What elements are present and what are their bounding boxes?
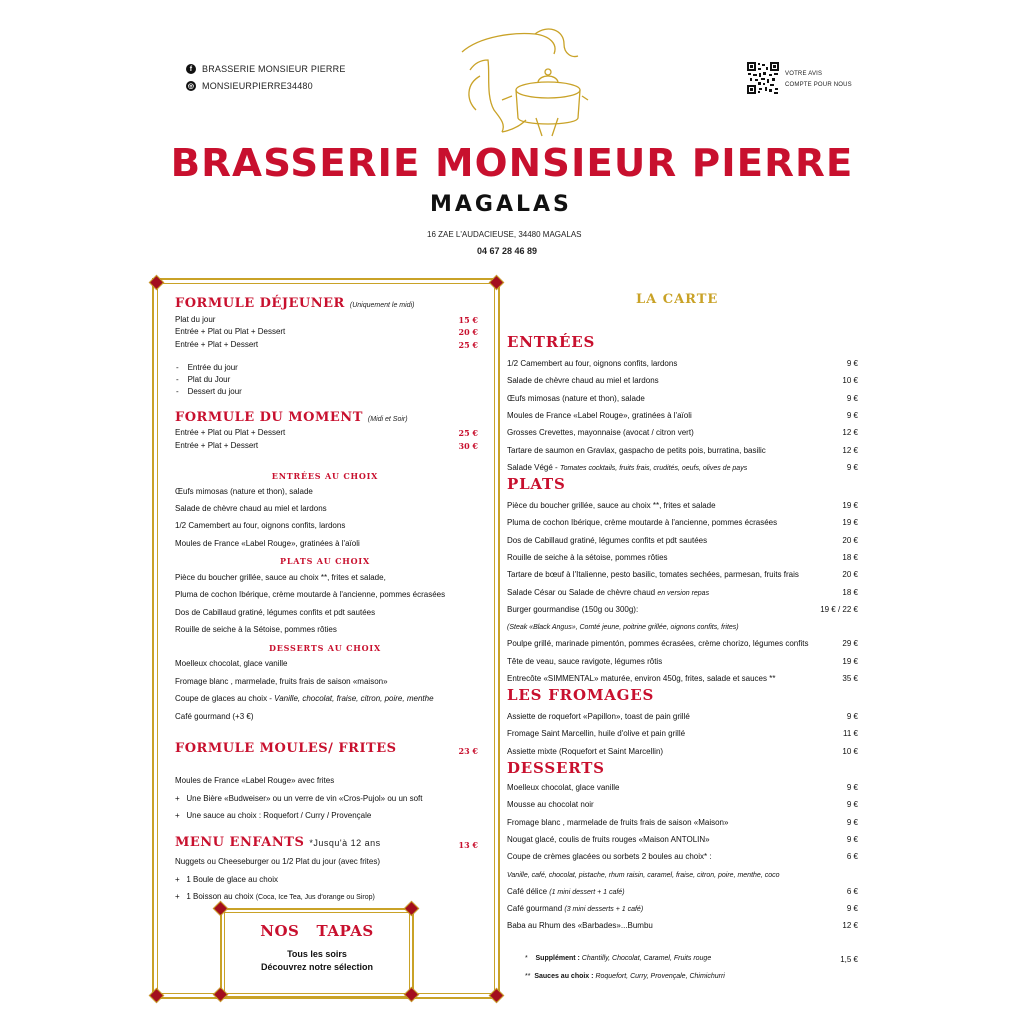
list-item: Moules de France «Label Rouge» avec frites — [175, 776, 335, 785]
menu-item — [507, 870, 779, 879]
item-text: Coupe de glaces au choix - — [175, 694, 275, 703]
list-item: Œufs mimosas (nature et thon), salade — [175, 487, 313, 496]
menu-item — [507, 800, 594, 809]
item-text: Fromage blanc , marmelade, fruits frais de saison «maison» — [175, 677, 388, 686]
list-item-text: Dessert du jour — [187, 387, 242, 396]
address: 16 ZAE L'AUDACIEUSE, 34480 MAGALAS — [427, 230, 582, 239]
menu-item — [507, 428, 694, 437]
list-item: Pièce du boucher grillée, sauce au choix **, frites et salade, — [175, 573, 386, 582]
menu-item-detail: (1 mini dessert + 1 café) — [549, 888, 625, 896]
formule-moment-title — [175, 410, 408, 425]
menu-item — [507, 747, 663, 756]
menu-item — [507, 852, 712, 861]
menu-item-name: Salade de chèvre chaud au miel et lardons — [507, 376, 659, 386]
list-item — [175, 659, 288, 668]
list-item — [175, 712, 254, 721]
menu-item-name: 1/2 Camembert au four, oignons confits, lardons — [507, 359, 678, 368]
list-item: + Une Bière «Budweiser» ou un verre de vin «Cros-Pujol» ou un soft — [175, 794, 423, 803]
formule-moment-note: (Midi et Soir) — [367, 416, 408, 423]
menu-item-price: 11 € — [843, 729, 858, 739]
restaurant-title: BRASSERIE MONSIEUR PIERRE — [170, 141, 854, 185]
list-item: + 1 Boule de glace au choix — [175, 875, 278, 884]
supplement-label: Supplément : — [535, 955, 582, 962]
menu-item-name: Mousse au chocolat noir — [507, 800, 594, 810]
facebook-link[interactable] — [186, 64, 346, 74]
menu-item — [507, 518, 777, 527]
menu-item — [507, 501, 716, 510]
formule-dejeuner-price: 15 € — [458, 315, 478, 325]
menu-item-price: 9 € — [846, 834, 858, 844]
formule-dejeuner-note: (Uniquement le midi) — [349, 302, 415, 309]
menu-item-detail: (3 mini desserts + 1 café) — [564, 906, 644, 914]
list-item: - Dessert du jour — [176, 387, 242, 396]
menu-item — [507, 639, 808, 648]
menu-item-name: Œufs mimosas (nature et thon), salade — [507, 393, 645, 403]
menu-item — [507, 463, 747, 472]
list-item — [175, 677, 388, 686]
menu-item — [507, 674, 775, 683]
menu-item-price: 9 € — [846, 462, 858, 472]
item-text: Une sauce au choix : Roquefort / Curry / Provençale — [186, 811, 372, 820]
menu-item-price: 20 € — [842, 570, 858, 580]
menu-item — [507, 376, 659, 385]
chef-logo-icon — [440, 14, 590, 142]
menu-item-detail: Vanille, café, chocolat, pistache, rhum raisin, caramel, fraise, citron, poire, menthe, coco — [507, 871, 780, 879]
menu-item — [507, 904, 643, 913]
sauces-label: Sauces au choix : — [534, 973, 596, 980]
item-text: Moelleux chocolat, glace vanille — [175, 659, 288, 668]
menu-item-name: Salade César ou Salade de chèvre chaud — [507, 587, 658, 597]
menu-item — [507, 411, 692, 420]
desserts-au-choix-title: DESSERTS AU CHOIX — [269, 643, 381, 653]
list-item: Salade de chèvre chaud au miel et lardons — [175, 504, 327, 513]
list-item — [175, 694, 434, 703]
entrees-au-choix-title: ENTRÉES AU CHOIX — [271, 471, 379, 481]
instagram-link[interactable] — [186, 81, 313, 91]
item-text: 1 Boisson au choix — [186, 892, 256, 901]
menu-item — [507, 394, 645, 403]
menu-enfants-heading: MENU ENFANTS — [175, 835, 305, 850]
menu-item-name: Poulpe grillé, marinade pimentón, pommes écrasées, crème chorizo, légumes confits — [507, 639, 809, 649]
menu-item-name: Assiette de roquefort «Papillon», toast de pain grillé — [507, 712, 690, 721]
menu-item-price: 6 € — [846, 886, 858, 896]
menu-enfants-price: 13 € — [458, 840, 478, 850]
formule-moment-row: Entrée + Plat ou Plat + Dessert — [175, 428, 286, 437]
facebook-name: BRASSERIE MONSIEUR PIERRE — [202, 64, 346, 74]
menu-item-name: Burger gourmandise (150g ou 300g): — [507, 604, 639, 614]
desserts-title: DESSERTS — [507, 759, 605, 777]
menu-item-name: Tête de veau, sauce ravigote, légumes rôtis — [507, 656, 663, 666]
menu-item-name: Moules de France «Label Rouge», gratinées à l'aïoli — [507, 410, 692, 420]
formule-dejeuner-row: Entrée + Plat + Dessert — [175, 340, 259, 349]
sauces-line — [525, 973, 725, 980]
menu-item-price: 12 € — [842, 921, 858, 931]
qr-caption — [785, 69, 852, 91]
list-item: Pluma de cochon Ibérique, crème moutarde à l'ancienne, pommes écrasées — [175, 590, 446, 599]
list-item: Nuggets ou Cheeseburger ou 1/2 Plat du jour (avec frites) — [175, 857, 381, 866]
menu-item-price: 9 € — [846, 783, 858, 792]
menu-item-name: Assiette mixte (Roquefort et Saint Marcellin) — [507, 746, 664, 756]
menu-item-name: Nougat glacé, coulis de fruits rouges «Maison ANTOLIN» — [507, 834, 710, 844]
menu-item-name: Coupe de crèmes glacées ou sorbets 2 boules au choix* : — [507, 852, 712, 862]
plats-title: PLATS — [507, 475, 566, 493]
menu-item-name: Café gourmand — [507, 904, 565, 914]
menu-item-price: 19 € — [842, 656, 858, 666]
la-carte-title: LA CARTE — [636, 292, 719, 307]
supplement-line — [525, 955, 711, 962]
formule-moment-row: Entrée + Plat + Dessert — [175, 441, 259, 450]
menu-item-name: Dos de Cabillaud gratiné, légumes confits et pdt sautées — [507, 535, 708, 545]
list-item-text: Entrée du jour — [187, 363, 238, 372]
menu-item-price: 9 € — [846, 817, 858, 827]
formule-dejeuner-heading: FORMULE DÉJEUNER — [175, 296, 345, 311]
menu-item-detail: en version repas — [657, 589, 710, 597]
supplement-price: 1,5 € — [840, 955, 858, 964]
menu-item — [507, 536, 707, 545]
menu-item-detail: Tomates cocktails, fruits frais, crudités, oeufs, olives de pays — [559, 464, 748, 472]
menu-item — [507, 818, 728, 827]
plats-au-choix-title: PLATS AU CHOIX — [280, 556, 370, 566]
qr-caption-line2: COMPTE POUR NOUS — [785, 82, 852, 88]
menu-item — [507, 835, 710, 844]
menu-item-price: 9 € — [846, 393, 858, 403]
formule-moment-price: 30 € — [458, 441, 478, 451]
menu-item-price: 9 € — [846, 410, 858, 420]
list-item: + 1 Boisson au choix (Coca, Ice Tea, Jus d'orange ou Sirop) — [175, 892, 375, 901]
menu-item-price: 9 € — [846, 800, 858, 810]
formule-dejeuner-price: 20 € — [458, 327, 478, 337]
list-item: + Une sauce au choix : Roquefort / Curry / Provençale — [175, 811, 372, 820]
menu-item-name: Café délice — [507, 886, 550, 896]
menu-item-name: Fromage Saint Marcellin, huile d'olive et pain grillé — [507, 729, 686, 739]
formule-moment-price: 25 € — [458, 428, 478, 438]
menu-item-price: 35 € — [842, 674, 858, 683]
menu-item — [507, 921, 653, 930]
menu-item — [507, 570, 799, 579]
tapas-line1: Tous les soirs — [287, 949, 347, 959]
menu-item-price: 6 € — [846, 852, 858, 862]
menu-item-price: 19 € — [842, 501, 858, 510]
facebook-icon: f — [186, 64, 196, 74]
menu-item — [507, 359, 677, 368]
menu-item — [507, 729, 685, 738]
menu-item — [507, 553, 668, 562]
formule-dejeuner-row: Entrée + Plat ou Plat + Dessert — [175, 327, 286, 336]
menu-item-name: Pièce du boucher grillée, sauce au choix **, frites et salade — [507, 501, 716, 510]
menu-item-name: Rouille de seiche à la sétoise, pommes rôties — [507, 552, 668, 562]
menu-item — [507, 588, 709, 597]
menu-item — [507, 446, 766, 455]
menu-item-name: Moelleux chocolat, glace vanille — [507, 783, 620, 792]
menu-item — [507, 622, 739, 631]
item-text: Café gourmand (+3 €) — [175, 712, 254, 721]
menu-item-detail: (Steak «Black Angus», Comté jeune, poitrine grillée, oignons confits, frites) — [507, 624, 739, 632]
menu-item-price: 9 € — [846, 904, 858, 914]
item-detail: (Coca, Ice Tea, Jus d'orange ou Sirop) — [255, 894, 375, 901]
menu-item-name: Entrecôte «SIMMENTAL» maturée, environ 450g, frites, salade et sauces ** — [507, 674, 776, 683]
item-text: 1 Boule de glace au choix — [186, 875, 278, 884]
menu-item-name: Tartare de bœuf à l'Italienne, pesto basilic, tomates sechées, parmesan, fruits frais — [507, 570, 799, 580]
formule-moules-title: FORMULE MOULES/ FRITES — [175, 741, 397, 756]
city-name: MAGALAS — [430, 192, 572, 217]
menu-item-price: 9 € — [846, 712, 858, 721]
menu-enfants-note: *Jusqu'à 12 ans — [309, 838, 381, 848]
menu-item-name: Pluma de cochon Ibérique, crème moutarde à l'ancienne, pommes écrasées — [507, 518, 778, 528]
qr-code-icon[interactable] — [747, 62, 779, 94]
menu-item — [507, 783, 620, 792]
formule-dejeuner-price: 25 € — [458, 340, 478, 350]
formule-dejeuner-title — [175, 296, 414, 311]
menu-item — [507, 887, 625, 896]
formule-moules-price: 23 € — [458, 746, 478, 756]
item-text: Une Bière «Budweiser» ou un verre de vin «Cros-Pujol» ou un soft — [186, 794, 423, 803]
instagram-icon: ◎ — [187, 83, 195, 90]
list-item: Dos de Cabillaud gratiné, légumes confits et pdt sautées — [175, 608, 376, 617]
formule-moment-heading: FORMULE DU MOMENT — [175, 410, 363, 425]
menu-item-price: 20 € — [842, 535, 858, 545]
entrees-title: ENTRÉES — [507, 333, 596, 351]
menu-item-price: 10 € — [842, 376, 858, 386]
menu-item-price: 12 € — [842, 428, 858, 438]
menu-item — [507, 657, 662, 666]
menu-item — [507, 712, 690, 721]
instagram-name: MONSIEURPIERRE34480 — [202, 81, 313, 91]
menu-item-price: 12 € — [842, 445, 858, 455]
supplement-text: Chantilly, Chocolat, Caramel, Fruits rouge — [581, 955, 712, 962]
phone-number[interactable]: 04 67 28 46 89 — [477, 246, 538, 256]
list-item: - Entrée du jour — [176, 363, 238, 372]
tapas-title: NOS TAPAS — [260, 922, 374, 940]
menu-item-price: 9 € — [846, 359, 858, 368]
menu-enfants-title — [175, 835, 381, 850]
menu-item-name: Baba au Rhum des «Barbades»...Bumbu — [507, 921, 653, 931]
list-item: 1/2 Camembert au four, oignons confits, lardons — [175, 521, 346, 530]
list-item: Moules de France «Label Rouge», gratinées à l'aïoli — [175, 539, 360, 548]
supplement-mark: * — [525, 955, 528, 962]
menu-item-price: 29 € — [842, 639, 858, 649]
qr-caption-line1: VOTRE AVIS — [785, 71, 823, 77]
item-detail: Vanille, chocolat, fraise, citron, poire, menthe — [274, 694, 434, 703]
sauces-text: Roquefort, Curry, Provençale, Chimichurri — [595, 973, 725, 980]
sauces-mark: ** — [525, 973, 531, 980]
menu-item-price: 10 € — [842, 746, 858, 756]
menu-item-price: 18 € — [842, 552, 858, 562]
tapas-line2: Découvrez notre sélection — [260, 962, 374, 972]
menu-item-name: Grosses Crevettes, mayonnaise (avocat / citron vert) — [507, 428, 694, 438]
fromages-title: LES FROMAGES — [507, 686, 655, 704]
formule-dejeuner-row: Plat du jour — [175, 315, 216, 324]
menu-item-price: 19 € / 22 € — [820, 604, 858, 614]
menu-item — [507, 605, 638, 614]
list-item-text: Plat du Jour — [187, 375, 231, 384]
list-item: - Plat du Jour — [176, 375, 231, 384]
list-item: Rouille de seiche à la Sétoise, pommes rôties — [175, 625, 337, 634]
menu-item-name: Tartare de saumon en Gravlax, gaspacho de petits pois, burratina, basilic — [507, 445, 766, 455]
menu-item-price: 18 € — [842, 587, 858, 597]
menu-item-price: 19 € — [842, 518, 858, 528]
menu-item-name: Fromage blanc , marmelade de fruits frais de saison «Maison» — [507, 817, 729, 827]
menu-item-name: Salade Végé - — [507, 462, 560, 472]
